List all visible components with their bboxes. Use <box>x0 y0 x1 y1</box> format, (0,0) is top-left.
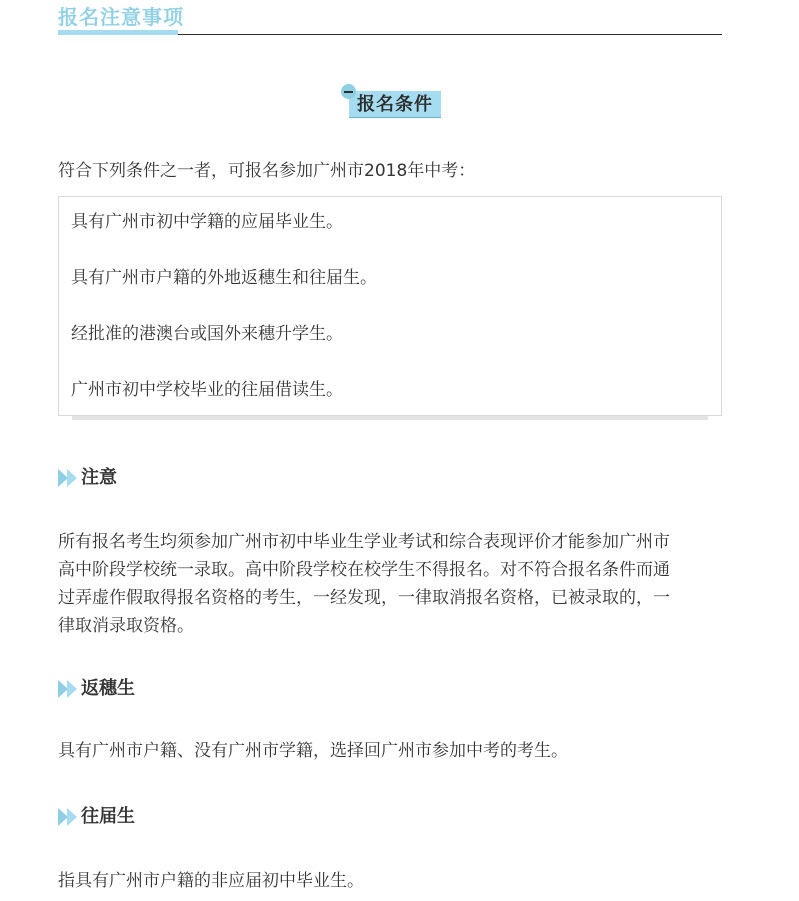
notice-line: 律取消录取资格。 <box>58 616 194 636</box>
condition-item: 具有广州市初中学籍的应届毕业生。 <box>71 212 343 232</box>
page-title: 报名注意事项 <box>58 5 184 29</box>
double-arrow-icon <box>58 808 78 826</box>
condition-item: 具有广州市户籍的外地返穗生和往届生。 <box>71 268 377 288</box>
previous-paragraph: 指具有广州市户籍的非应届初中毕业生。 <box>58 871 364 891</box>
double-arrow-icon <box>58 469 78 487</box>
section-badge-label: 报名条件 <box>357 94 433 115</box>
section-badge <box>341 84 442 120</box>
double-arrow-icon <box>58 680 78 698</box>
notice-heading-label: 注意 <box>81 467 117 488</box>
condition-item: 广州市初中学校毕业的往届借读生。 <box>71 380 343 400</box>
notice-line: 所有报名考生均须参加广州市初中毕业生学业考试和综合表现评价才能参加广州市 <box>58 532 670 552</box>
conditions-box <box>58 196 722 416</box>
page-header <box>58 0 722 35</box>
notice-line: 过弄虚作假取得报名资格的考生，一经发现，一律取消报名资格，已被录取的，一 <box>58 588 670 608</box>
returnee-heading-label: 返穗生 <box>81 678 135 699</box>
intro-text: 符合下列条件之一者，可报名参加广州市2018年中考： <box>58 161 476 181</box>
condition-item: 经批准的港澳台或国外来穗升学生。 <box>71 324 343 344</box>
previous-heading-label: 往届生 <box>81 806 135 827</box>
title-underline <box>58 30 178 35</box>
returnee-paragraph: 具有广州市户籍、没有广州市学籍，选择回广州市参加中考的考生。 <box>58 741 568 761</box>
notice-paragraph <box>58 528 726 640</box>
conditions-box-shadow <box>72 416 708 420</box>
notice-line: 高中阶段学校统一录取。高中阶段学校在校学生不得报名。对不符合报名条件而通 <box>58 560 670 580</box>
